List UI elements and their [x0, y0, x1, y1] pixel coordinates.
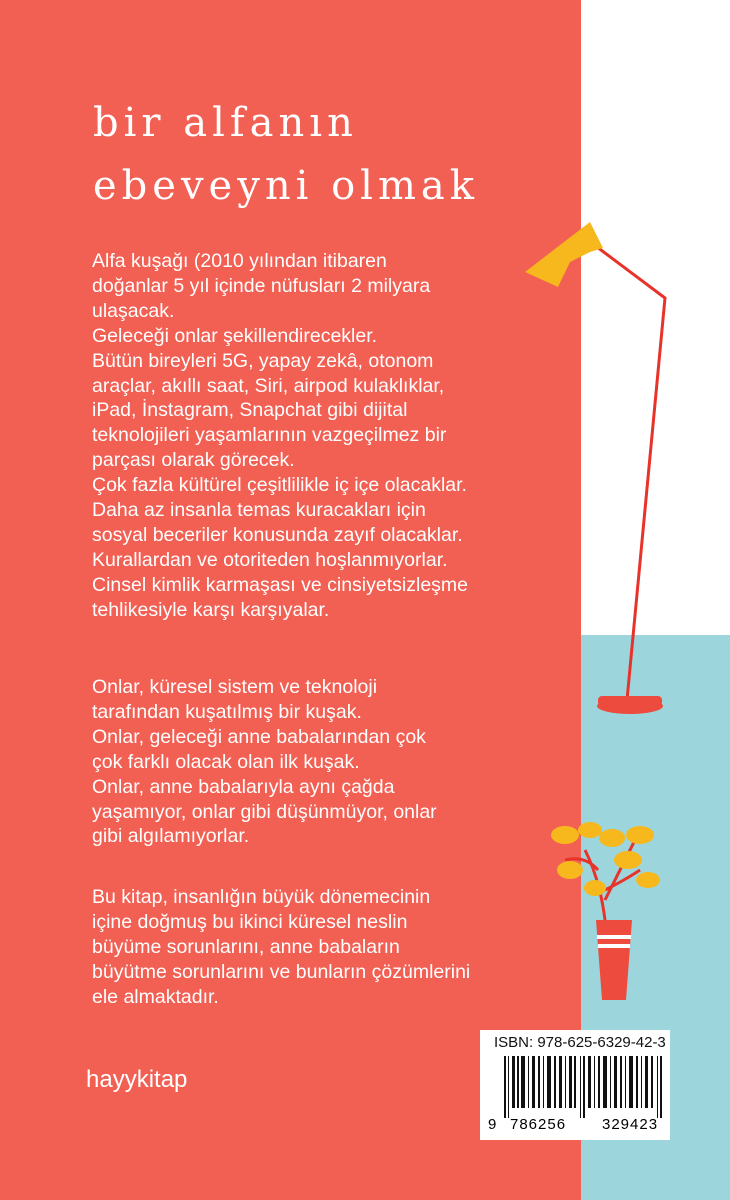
blurb-paragraph-3: Bu kitap, insanlığın büyük dönemecinin içine doğmuş bu ikinci küresel neslin büyüme sorunlarını, anne babaların büyütme sorunlarını ve bunların çözümlerini ele almaktadır.	[92, 886, 471, 1008]
barcode-bars	[504, 1056, 669, 1118]
title-line-1: bir alfanın	[93, 100, 358, 146]
blurb-paragraph-2: Onlar, küresel sistem ve teknoloji tarafından kuşatılmış bir kuşak. Onlar, geleceği anne babalarından çok çok farklı olacak olan ilk kuşak. Onlar, anne babalarıyla aynı çağda yaşamıyor, onlar gibi düşünmüyor, onlar gibi algılamıyorlar.	[92, 676, 437, 848]
barcode-digits-right: 329423	[602, 1116, 659, 1133]
barcode-digit-first: 9	[488, 1116, 497, 1133]
publisher-logo: hayykitap	[86, 1066, 188, 1093]
isbn-label: ISBN: 978-625-6329-42-3	[494, 1034, 666, 1051]
isbn-barcode	[480, 1030, 670, 1140]
title-line-2: ebeveyni olmak	[93, 163, 479, 209]
blurb-paragraph-1: Alfa kuşağı (2010 yılından itibaren doğanlar 5 yıl içinde nüfusları 2 milyara ulaşacak. Geleceği onlar şekillendirecekler. Bütün bireyleri 5G, yapay zekâ, otonom araçlar, akıllı saat, Siri, airpod kulaklıklar, iPad, İnstagram, Snapchat gibi dijital teknolojileri yaşamlarının vazgeçilmez bir parçası olarak görecek. Çok fazla kültürel çeşitlilikle iç içe olacaklar. Daha az insanla temas kuracakları için sosyal beceriler konusunda zayıf olacaklar. Kurallardan ve otoriteden hoşlanmıyorlar. Cinsel kimlik karmaşası ve cinsiyetsizleşme tehlikesiyle karşı karşıyalar.	[92, 250, 469, 621]
barcode-digits-left: 786256	[510, 1116, 567, 1133]
